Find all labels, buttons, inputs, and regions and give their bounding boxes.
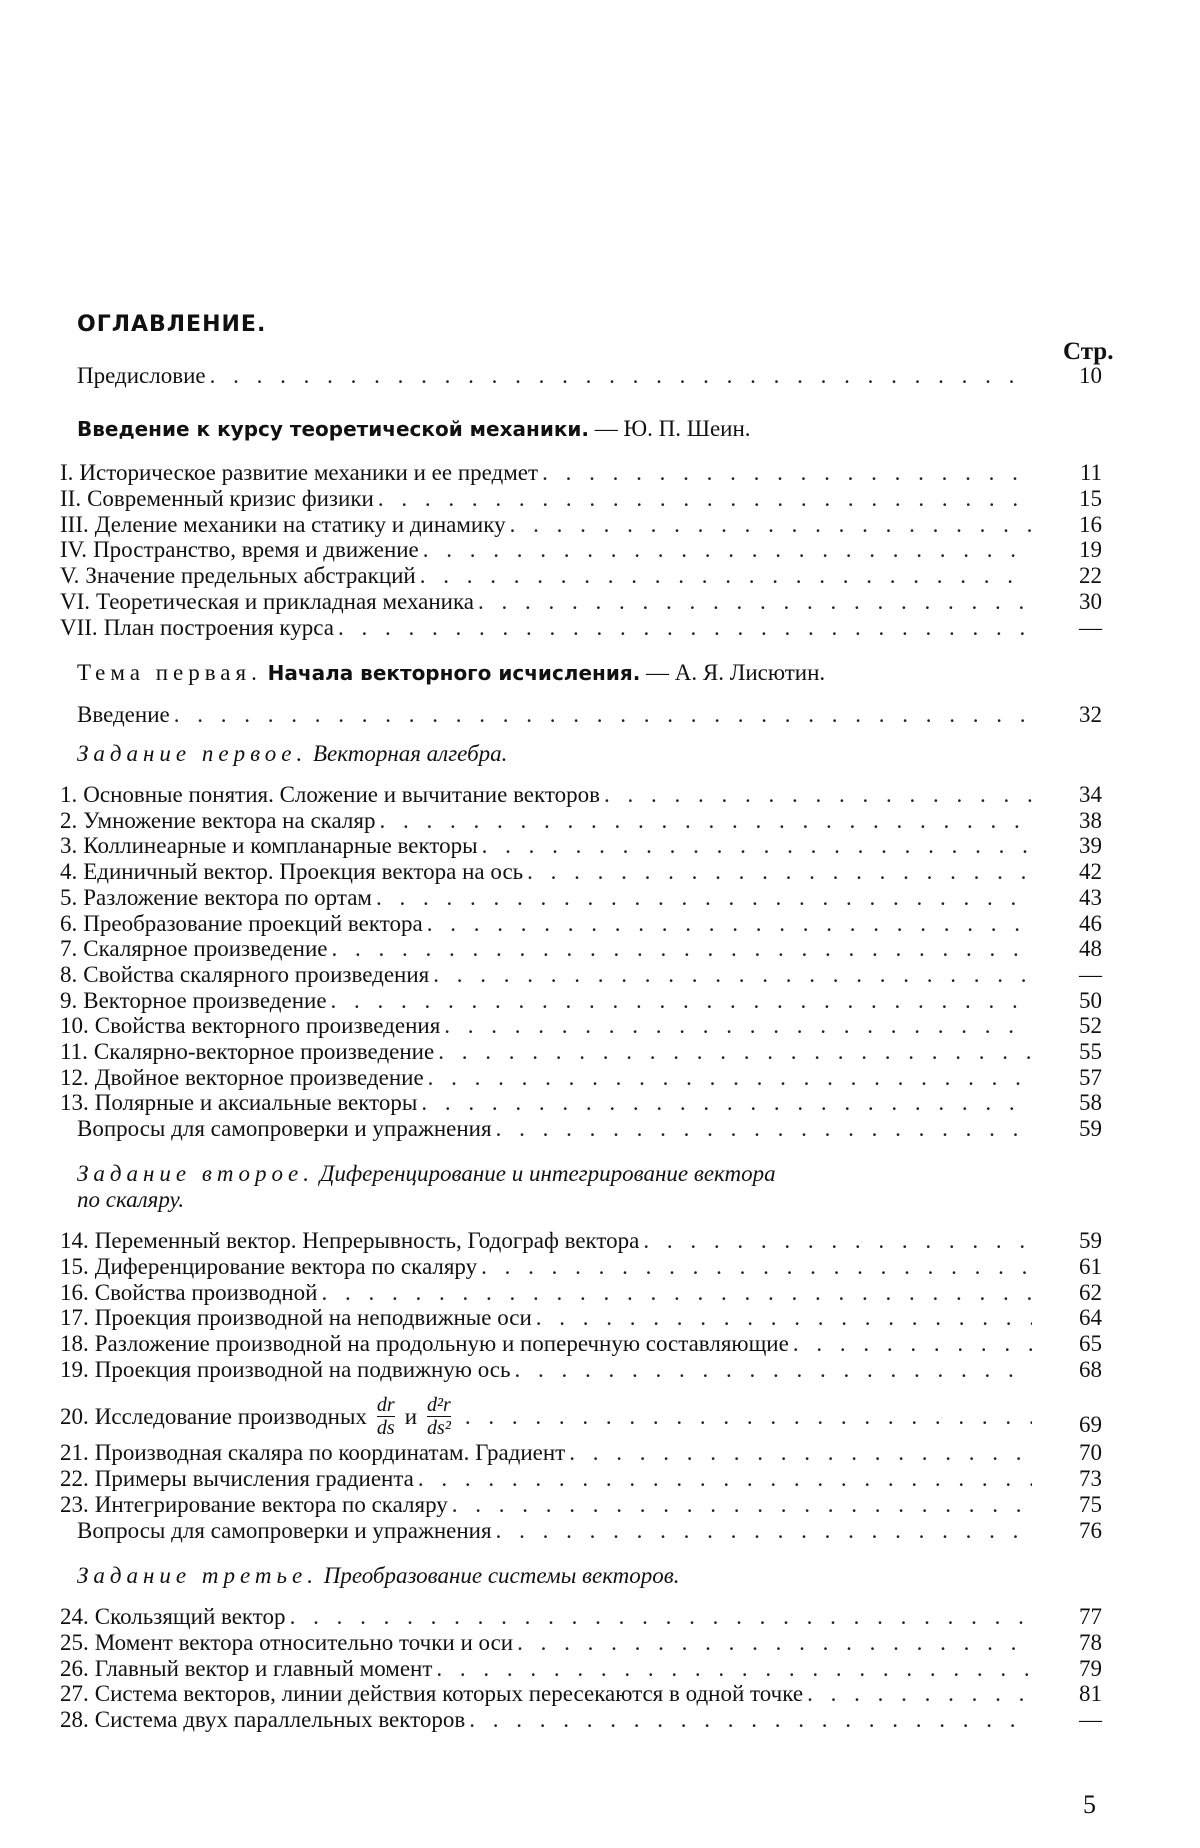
toc-entry [60, 911, 1032, 937]
entry-page: 76 [1079, 1518, 1102, 1543]
toc-entry [60, 1681, 1032, 1707]
entry-title: Единичный вектор. Проекция вектора на ось [83, 859, 524, 885]
entry-number: IV. [60, 537, 88, 563]
dot-leader [423, 537, 1032, 563]
dot-leader [444, 1013, 1032, 1039]
toc-entry [60, 1039, 1032, 1065]
entry-page: 10 [1079, 363, 1102, 388]
entry-title: Историческое развитие механики и ее предмет [79, 460, 539, 485]
entry-title: Значение предельных абстракций [85, 563, 416, 589]
entry-page: — [1079, 1707, 1102, 1733]
entry-number: 19. [60, 1357, 89, 1382]
entry-number: 25. [60, 1629, 89, 1655]
task-3-heading [77, 1562, 680, 1590]
dot-leader [536, 1305, 1032, 1331]
toc-entry [60, 1707, 1032, 1733]
dot-leader [433, 962, 1032, 988]
entry-number: 11. [60, 1039, 88, 1064]
entry-page: 16 [1079, 511, 1102, 537]
entry-title: Свойства векторного произведения [94, 1013, 441, 1039]
entry-number: III. [60, 511, 89, 537]
fraction-denominator: ds² [427, 1417, 451, 1439]
theme-heading: Начала векторного исчисления. [267, 661, 641, 685]
toc-entry [60, 1492, 1032, 1518]
toc-entry [60, 1656, 1032, 1682]
toc-entry [60, 988, 1032, 1014]
entry-title: Скалярное произведение [83, 936, 328, 962]
entry-page: 68 [1079, 1357, 1102, 1382]
toc-entry [60, 563, 1032, 589]
entry-title: Двойное векторное произведение [94, 1064, 424, 1090]
entry-number: 23. [60, 1491, 89, 1517]
entry-page: 55 [1079, 1039, 1102, 1064]
toc-entry [60, 1630, 1032, 1656]
entry-page: 15 [1079, 485, 1102, 511]
entry-number: 6. [60, 910, 78, 936]
entry-page: 61 [1079, 1253, 1102, 1279]
entry-page: 19 [1079, 537, 1102, 563]
task-prefix: Задание первое. [77, 741, 308, 766]
dot-leader [469, 1707, 1032, 1733]
dot-leader [482, 833, 1032, 859]
entry-page: 11 [1079, 460, 1102, 485]
entry-number: 7. [60, 936, 78, 962]
entry-page: 30 [1079, 589, 1102, 614]
entry-title: Пространство, время и движение [93, 537, 419, 563]
entry-title: Скользящий вектор [94, 1604, 286, 1629]
entry-number: 21. [60, 1440, 89, 1465]
fraction-dr-ds [377, 1394, 395, 1439]
toc-entry [60, 486, 1032, 512]
toc-entry [60, 833, 1032, 859]
entry-number: 17. [60, 1305, 89, 1331]
entry-title: Современный кризис физики [87, 485, 374, 511]
dot-leader [569, 1440, 1032, 1466]
entry-page: 48 [1079, 936, 1102, 962]
dot-leader [379, 808, 1032, 834]
dot-leader [420, 563, 1032, 589]
entry-number: 22. [60, 1465, 89, 1491]
toc-entry [60, 1604, 1032, 1630]
entry-title: Система векторов, линии действия которых пересекаются в одной точке [94, 1681, 804, 1707]
toc-entry [60, 460, 1032, 486]
entry-page: 69 [1079, 1412, 1102, 1437]
dot-leader [436, 1656, 1032, 1682]
toc-entry [60, 962, 1032, 988]
entry-page: 81 [1079, 1681, 1102, 1707]
entry-page: 38 [1079, 807, 1102, 833]
entry-title: Примеры вычисления градиента [94, 1465, 414, 1491]
entry-number: 16. [60, 1279, 89, 1305]
entry-title: Коллинеарные и компланарные векторы [83, 833, 478, 859]
entry-number: 8. [60, 961, 78, 987]
toc-entry [60, 512, 1032, 538]
dot-leader [542, 460, 1032, 486]
toc-entry [60, 936, 1032, 962]
entry-page: 70 [1079, 1440, 1102, 1465]
entry-title: Полярные и аксиальные векторы [94, 1090, 418, 1116]
task-1-heading [77, 740, 507, 768]
dot-leader [465, 1404, 1032, 1430]
entry-page: 73 [1079, 1465, 1102, 1491]
entry-number: VII. [60, 614, 98, 640]
entry-number: 14. [60, 1228, 89, 1253]
toc-entry [60, 589, 1032, 615]
dot-leader [478, 589, 1032, 615]
toc-entry [60, 1090, 1032, 1116]
dot-leader [321, 1280, 1032, 1306]
dot-leader [331, 988, 1032, 1014]
entry-number: 3. [60, 833, 78, 859]
dot-leader [290, 1604, 1032, 1630]
entry-title: Разложение производной на продольную и поперечную составляющие [94, 1331, 789, 1357]
entry-page: 22 [1079, 563, 1102, 589]
entry-title: Проекция производной на подвижную ось [94, 1357, 511, 1382]
entry-page: 39 [1079, 833, 1102, 859]
fraction-denominator: ds [376, 1417, 395, 1439]
entry-title: Вопросы для самопроверки и упражнения [77, 1116, 492, 1141]
task-prefix: Задание третье. [77, 1563, 318, 1588]
toc-entry [60, 1305, 1032, 1331]
toc-entry [60, 885, 1032, 911]
entry-page: 42 [1079, 859, 1102, 885]
entry-number: 2. [60, 807, 78, 833]
theme-prefix: Тема первая. [77, 660, 262, 685]
dot-leader [807, 1681, 1032, 1707]
entry-title: План построения курса [103, 614, 334, 640]
entry-number: 28. [60, 1707, 89, 1733]
dot-leader [332, 936, 1032, 962]
entry-number: 20. [60, 1403, 89, 1429]
toc-entry [60, 537, 1032, 563]
toc-entry [60, 1357, 1032, 1383]
page-column-header: Стр. [1063, 338, 1114, 365]
entry-page: 79 [1079, 1655, 1102, 1681]
entry-number: 10. [60, 1013, 89, 1039]
theme-1-heading [77, 659, 825, 687]
entry-page: 59 [1079, 1228, 1102, 1253]
toc-entry [60, 1254, 1032, 1280]
entry-page: 32 [1079, 702, 1102, 727]
entry-number: 4. [60, 859, 78, 885]
task-heading-cont: по скаляру. [77, 1187, 185, 1212]
entry-page: 64 [1079, 1305, 1102, 1331]
entry-page: — [1079, 961, 1102, 987]
entry-title: Момент вектора относительно точки и оси [94, 1629, 514, 1655]
toc-entry-questions [77, 1116, 1032, 1142]
entry-title: Система двух параллельных векторов [94, 1707, 466, 1733]
dot-leader [496, 1518, 1032, 1544]
entry-number: 15. [60, 1253, 89, 1279]
entry-number: 26. [60, 1655, 89, 1681]
entry-title: Исследование производных [94, 1403, 367, 1429]
entry-number: 24. [60, 1604, 89, 1629]
section-intro-heading [77, 415, 751, 443]
entry-title: Теоретическая и прикладная механика [96, 589, 475, 614]
entry-title: Разложение вектора по ортам [83, 884, 372, 910]
toc-entry-theme-intro [77, 702, 1032, 728]
toc-entry-preface [77, 363, 1032, 389]
toc-entry [60, 1331, 1032, 1357]
entry-page: 59 [1079, 1116, 1102, 1141]
entry-number: 27. [60, 1681, 89, 1707]
dot-leader [481, 1254, 1032, 1280]
entry-title: Диференцирование вектора по скаляру [94, 1253, 478, 1279]
dot-leader [418, 1466, 1032, 1492]
toc-entry [60, 1280, 1032, 1306]
fraction-d2r-ds2 [427, 1394, 451, 1439]
dot-leader [376, 885, 1032, 911]
dot-leader [793, 1331, 1032, 1357]
dot-leader [510, 512, 1032, 538]
entry-number: I. [60, 460, 74, 485]
entry-title: Переменный вектор. Непрерывность, Годограф вектора [94, 1228, 640, 1253]
entry-number: II. [60, 485, 82, 511]
toc-entry [60, 782, 1032, 808]
entry-title: Преобразование проекций вектора [83, 910, 423, 936]
entry-page: 34 [1079, 782, 1102, 807]
dot-leader [496, 1116, 1032, 1142]
fraction-numerator: dr [376, 1394, 395, 1416]
dot-leader [421, 1090, 1032, 1116]
entry-title: Умножение вектора на скаляр [83, 807, 376, 833]
entry-title: Векторное произведение [83, 987, 327, 1013]
entry-title: Свойства производной [94, 1279, 318, 1305]
entry-number: 18. [60, 1331, 89, 1357]
toc-entry-derivatives [60, 1394, 1032, 1439]
entry-number: V. [60, 563, 80, 589]
entry-number: 5. [60, 884, 78, 910]
entry-title: Проекция производной на неподвижные оси [94, 1305, 532, 1331]
dot-leader [643, 1228, 1032, 1254]
entry-title: Деление механики на статику и динамику [94, 511, 506, 537]
entry-page: 62 [1079, 1279, 1102, 1305]
dot-leader [428, 1065, 1032, 1091]
task-prefix: Задание второе. [77, 1161, 314, 1186]
entry-title: Вопросы для самопроверки и упражнения [77, 1518, 492, 1543]
entry-number: 1. [60, 782, 78, 807]
dot-leader [427, 911, 1032, 937]
entry-title: Главный вектор и главный момент [94, 1655, 433, 1681]
task-2-heading-cont [77, 1186, 184, 1214]
dot-leader [527, 859, 1032, 885]
entry-page: 58 [1079, 1090, 1102, 1116]
dot-leader [514, 1357, 1032, 1383]
entry-title: Основные понятия. Сложение и вычитание векторов [83, 782, 600, 807]
entry-title: Предисловие [77, 363, 206, 388]
entry-title: Производная скаляра по координатам. Градиент [94, 1440, 566, 1465]
toc-entry [60, 1440, 1032, 1466]
page-number: 5 [1083, 1790, 1096, 1819]
task-heading: Диференцирование и интегрирование вектора [319, 1161, 776, 1186]
toc-title: ОГЛАВЛЕНИЕ. [77, 312, 267, 337]
dot-leader [210, 363, 1032, 389]
entry-number: 13. [60, 1090, 89, 1116]
toc-entry [60, 615, 1032, 641]
entry-title: Свойства скалярного произведения [83, 961, 430, 987]
entry-page: 46 [1079, 910, 1102, 936]
entry-title: Скалярно-векторное произведение [93, 1039, 435, 1064]
toc-entry [60, 1466, 1032, 1492]
fraction-numerator: d²r [427, 1394, 451, 1416]
entry-page: 50 [1079, 987, 1102, 1013]
toc-entry-questions [77, 1518, 1032, 1544]
conjunction: и [404, 1403, 418, 1429]
entry-title: Интегрирование вектора по скаляру [94, 1491, 448, 1517]
entry-title: Введение [77, 702, 170, 727]
toc-entry [60, 1013, 1032, 1039]
entry-number: 12. [60, 1064, 89, 1090]
entry-page: 65 [1079, 1331, 1102, 1357]
entry-page: 75 [1079, 1491, 1102, 1517]
dot-leader [452, 1492, 1032, 1518]
theme-author: — А. Я. Лисютин. [646, 660, 826, 685]
task-heading: Преобразование системы векторов. [323, 1563, 680, 1588]
dot-leader [338, 615, 1032, 641]
section-heading: Введение к курсу теоретической механики. [77, 417, 590, 441]
entry-page: 77 [1079, 1604, 1102, 1629]
entry-page: 43 [1079, 884, 1102, 910]
entry-number: VI. [60, 589, 91, 614]
task-heading: Векторная алгебра. [313, 741, 508, 766]
entry-page: — [1079, 614, 1102, 640]
entry-page: 57 [1079, 1064, 1102, 1090]
dot-leader [378, 486, 1032, 512]
dot-leader [174, 702, 1032, 728]
entry-page: 78 [1079, 1629, 1102, 1655]
toc-entry [60, 1065, 1032, 1091]
toc-entry [60, 859, 1032, 885]
dot-leader [517, 1630, 1032, 1656]
section-author: — Ю. П. Шеин. [594, 416, 751, 441]
toc-entry [60, 1228, 1032, 1254]
task-2-heading [77, 1160, 776, 1188]
toc-entry [60, 808, 1032, 834]
dot-leader [604, 782, 1032, 808]
entry-page: 52 [1079, 1013, 1102, 1039]
entry-number: 9. [60, 987, 78, 1013]
dot-leader [438, 1039, 1032, 1065]
